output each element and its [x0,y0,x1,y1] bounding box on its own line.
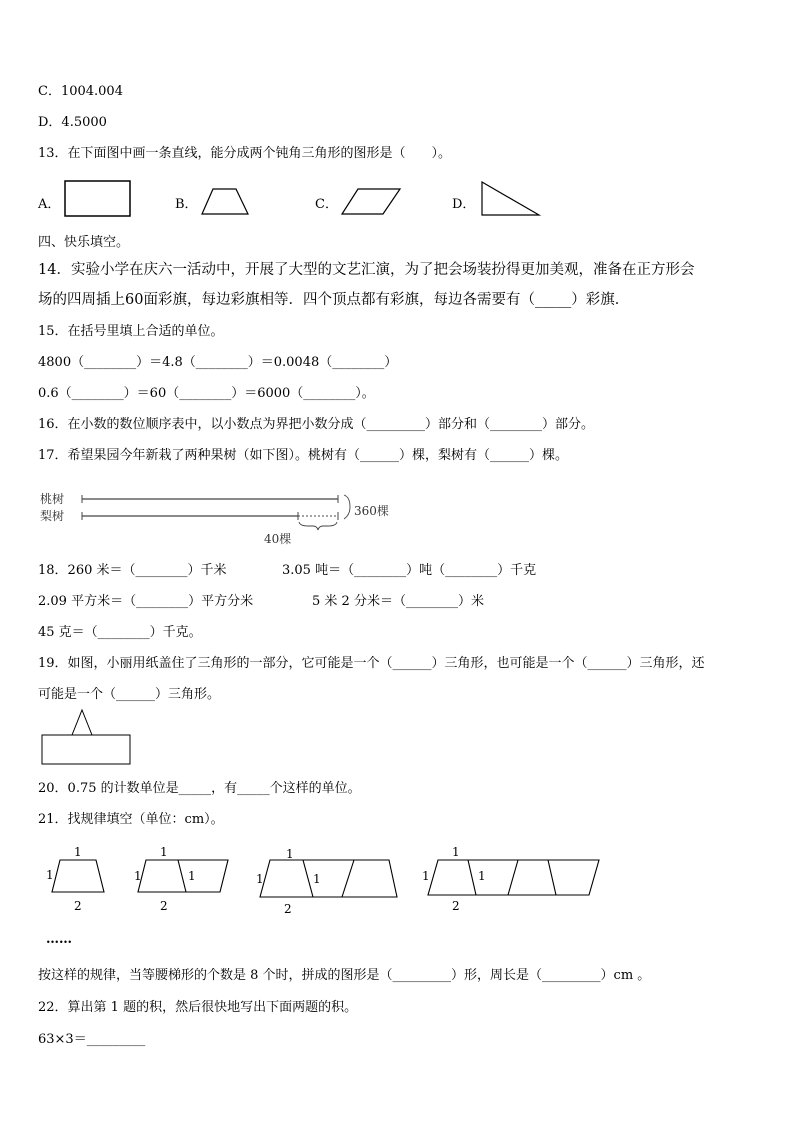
question-15-row-1: 4800（________）＝4.8（________）＝0.0048（________） [38,355,398,370]
q19-covered-triangle-figure [40,708,134,768]
q13-rectangle-shape[interactable] [64,180,132,218]
q21-g4-side-label: 1 [422,869,430,883]
question-18-a-1: 18．260 米＝（________）千米 [38,563,227,578]
q21-g1-side-label: 1 [46,868,54,882]
q13-right-triangle-shape[interactable] [480,180,542,218]
q13-option-d-label: D． [452,197,476,212]
q21-g4-bottom-label: 2 [452,899,460,913]
question-21: 21．找规律填空（单位：cm）。 [38,812,224,827]
q13-option-a-label: A． [38,197,61,212]
question-18-b-1: 2.09 平方米＝（________）平方分米 [38,594,254,609]
question-22: 22．算出第 1 题的积，然后很快地写出下面两题的积。 [38,1000,358,1015]
continuation-dots: …… [46,932,72,947]
question-13: 13．在下面图中画一条直线，能分成两个钝角三角形的图形是（ ）。 [38,146,452,161]
q13-trapezoid-shape[interactable] [200,187,250,217]
question-21-answer: 按这样的规律，当等腰梯形的个数是 8 个时，拼成的图形是（_________）形，周长是（_________）cm 。 [38,968,651,983]
option-d: D．4.5000 [38,115,107,130]
q13-parallelogram-shape[interactable] [340,187,402,217]
option-c: C．1004.004 [38,84,123,99]
q21-g1-bottom-label: 2 [74,899,82,913]
q17-peach-label: 桃树 [40,492,65,506]
question-20: 20．0.75 的计数单位是_____，有_____个这样的单位。 [38,781,361,796]
question-15-row-2: 0.6（________）＝60（________）＝6000（________）。 [38,386,375,401]
question-17: 17．希望果园今年新栽了两种果树（如下图）。桃树有（______）棵，梨树有（______）棵。 [38,448,569,463]
question-14-line-2: 场的四周插上60面彩旗，每边彩旗相等．四个顶点都有彩旗，每边各需要有（_____）彩旗． [38,292,630,308]
question-18-c: 45 克＝（________）千克。 [38,625,202,640]
q21-g1-top-label: 1 [74,845,82,859]
q17-difference-label: 40棵 [264,532,292,546]
q17-total-label: 360棵 [354,504,389,518]
question-19-line-2: 可能是一个（______）三角形。 [38,687,221,702]
q21-g3-top-label: 1 [286,847,294,861]
q21-g2-top-label: 1 [160,845,168,859]
q21-trapezoid-pattern [38,842,608,917]
q21-g3-mid-label: 1 [313,872,321,886]
q13-option-b-label: B． [175,197,198,212]
question-16: 16．在小数的数位顺序表中，以小数点为界把小数分成（_________）部分和（________）部分。 [38,417,595,432]
question-18-a-2: 3.05 吨＝（________）吨（________）千克 [282,563,537,578]
question-18-b-2: 5 米 2 分米＝（________）米 [312,594,484,609]
q17-pear-label: 梨树 [40,509,65,523]
q21-g3-bottom-label: 2 [284,902,292,916]
question-22-a: 63×3＝_________ [38,1032,146,1047]
q21-g4-mid-label: 1 [478,869,486,883]
q17-tree-diagram [38,485,378,547]
q21-g2-mid-label: 1 [188,869,196,883]
question-14-line-1: 14．实验小学在庆六一活动中，开展了大型的文艺汇演，为了把会场装扮得更加美观，准备在正方形会 [38,262,695,278]
q21-g4-top-label: 1 [452,845,460,859]
question-19-line-1: 19．如图，小丽用纸盖住了三角形的一部分，它可能是一个（______）三角形，也可能是一个（______）三角形，还 [38,656,705,671]
q21-g2-bottom-label: 2 [160,899,168,913]
q13-option-c-label: C． [315,197,338,212]
q21-g3-side-label: 1 [256,872,264,886]
question-15: 15．在括号里填上合适的单位。 [38,324,224,339]
section-4-heading: 四、快乐填空。 [38,235,130,250]
q21-g2-side-label: 1 [134,869,142,883]
